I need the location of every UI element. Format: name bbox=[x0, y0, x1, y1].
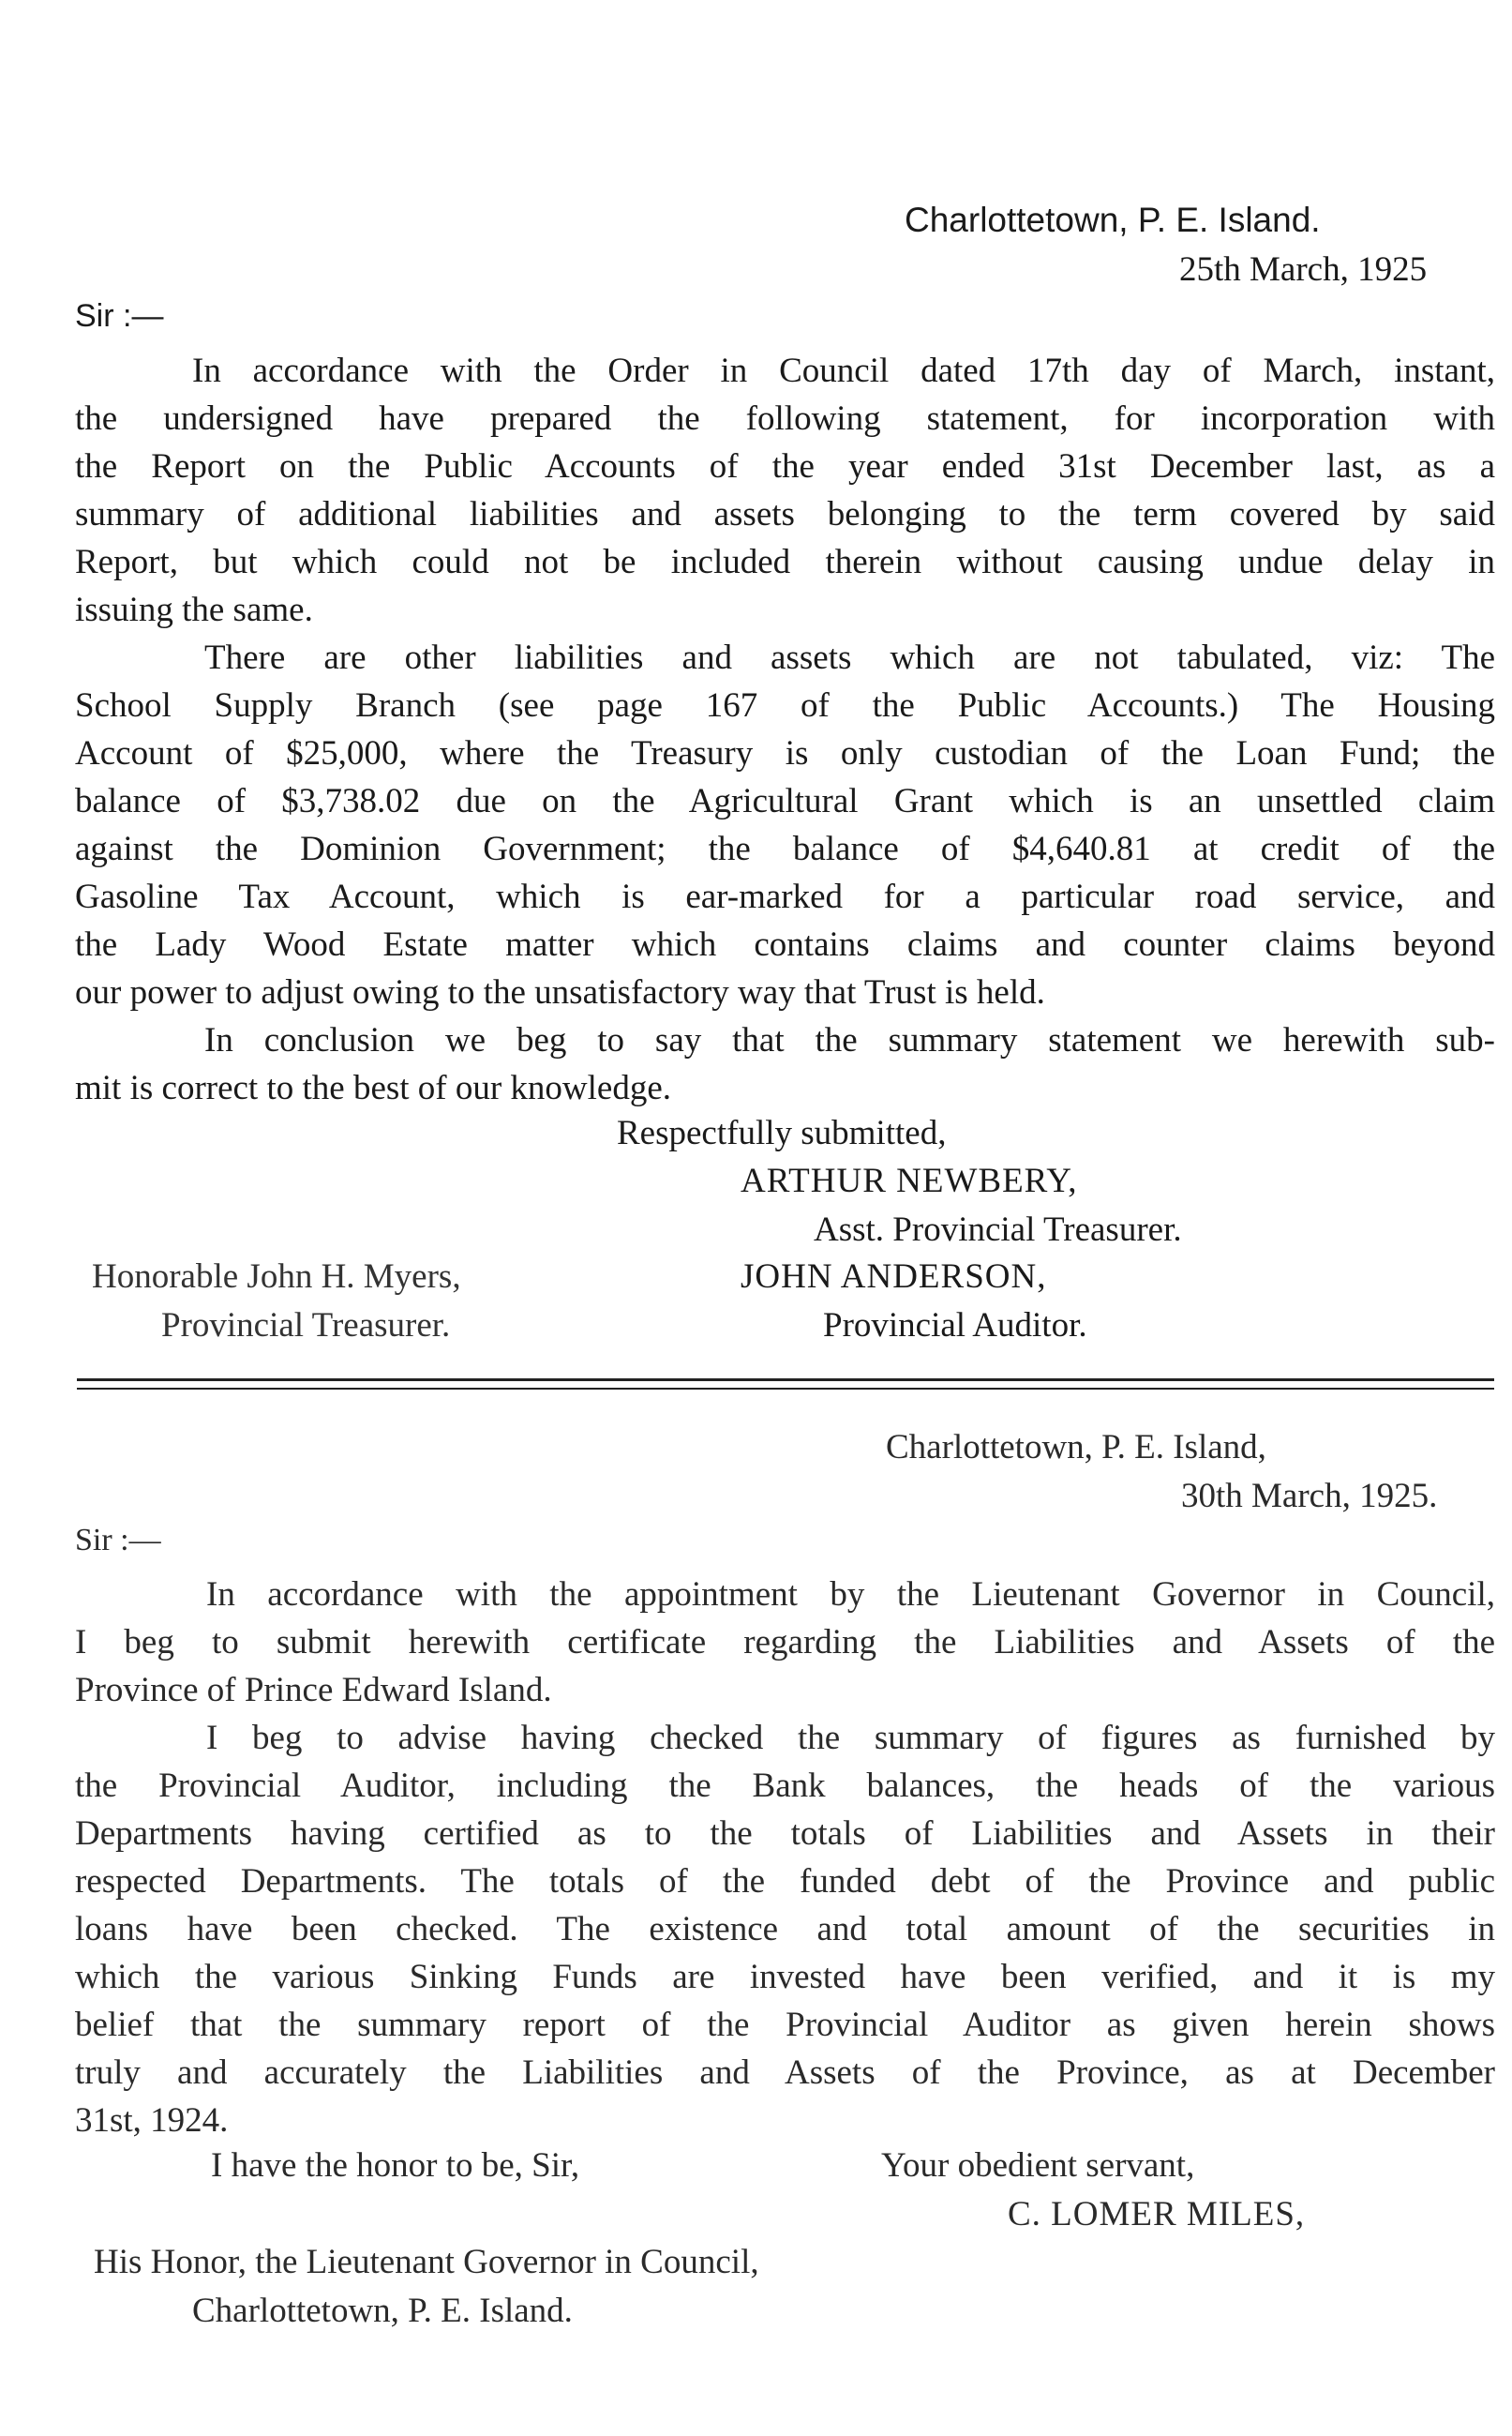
letter2-closing-right: Your obedient servant, bbox=[881, 2146, 1195, 2185]
body-line: Gasoline Tax Account, which is ear-marked for a particular road service, and bbox=[75, 878, 1495, 916]
letter2-place: Charlottetown, P. E. Island, bbox=[886, 1428, 1266, 1466]
body-line: the undersigned have prepared the following statement, for incorporation with bbox=[75, 399, 1495, 438]
signer1-title: Asst. Provincial Treasurer. bbox=[814, 1210, 1182, 1249]
body-line: There are other liabilities and assets which are not tabulated, viz: The bbox=[204, 639, 1495, 677]
body-line: 31st, 1924. bbox=[75, 2101, 229, 2140]
body-line: Departments having certified as to the totals of Liabilities and Assets in their bbox=[75, 1814, 1495, 1853]
body-line: issuing the same. bbox=[75, 591, 313, 629]
letter1-salutation: Sir :— bbox=[75, 298, 164, 334]
letter1-closing: Respectfully submitted, bbox=[617, 1114, 947, 1152]
letter2-date: 30th March, 1925. bbox=[1181, 1477, 1438, 1515]
body-line: summary of additional liabilities and assets belonging to the term covered by said bbox=[75, 495, 1495, 534]
addressee-title: Provincial Treasurer. bbox=[161, 1306, 451, 1345]
body-line: which the various Sinking Funds are invested have been verified, and it is my bbox=[75, 1958, 1495, 1996]
body-line: School Supply Branch (see page 167 of the Public Accounts.) The Housing bbox=[75, 686, 1495, 725]
signer1-name: ARTHUR NEWBERY, bbox=[741, 1162, 1078, 1200]
separator-rule-top bbox=[77, 1378, 1494, 1381]
body-line: belief that the summary report of the Provincial Auditor as given herein shows bbox=[75, 2006, 1495, 2044]
body-line: respected Departments. The totals of the funded debt of the Province and public bbox=[75, 1862, 1495, 1901]
body-line: loans have been checked. The existence and total amount of the securities in bbox=[75, 1910, 1495, 1948]
body-line: Report, but which could not be included therein without causing undue delay in bbox=[75, 543, 1495, 581]
addressee-name: Honorable John H. Myers, bbox=[92, 1257, 461, 1296]
body-line: I beg to advise having checked the summary of figures as furnished by bbox=[206, 1719, 1495, 1757]
body-line: mit is correct to the best of our knowledge. bbox=[75, 1069, 672, 1107]
letter1-date: 25th March, 1925 bbox=[1179, 250, 1428, 289]
body-line: Province of Prince Edward Island. bbox=[75, 1671, 552, 1709]
body-line: I beg to submit herewith certificate regarding the Liabilities and Assets of the bbox=[75, 1623, 1495, 1662]
separator-rule-bottom bbox=[77, 1388, 1494, 1390]
body-line: the Provincial Auditor, including the Bank balances, the heads of the various bbox=[75, 1767, 1495, 1805]
body-line: Account of $25,000, where the Treasury is only custodian of the Loan Fund; the bbox=[75, 734, 1495, 773]
body-line: against the Dominion Government; the balance of $4,640.81 at credit of the bbox=[75, 830, 1495, 868]
signer2-name: JOHN ANDERSON, bbox=[741, 1257, 1047, 1296]
body-line: the Report on the Public Accounts of the year ended 31st December last, as a bbox=[75, 447, 1495, 486]
body-line: truly and accurately the Liabilities and Assets of the Province, as at December bbox=[75, 2053, 1495, 2092]
letter2-signer-name: C. LOMER MILES, bbox=[1008, 2195, 1306, 2233]
body-line: the Lady Wood Estate matter which contains claims and counter claims beyond bbox=[75, 925, 1495, 964]
letter2-addressee-line2: Charlottetown, P. E. Island. bbox=[192, 2292, 573, 2330]
signer2-title: Provincial Auditor. bbox=[823, 1306, 1087, 1345]
letter2-salutation: Sir :— bbox=[75, 1523, 161, 1557]
body-line: In accordance with the Order in Council dated 17th day of March, instant, bbox=[192, 352, 1495, 390]
body-line: balance of $3,738.02 due on the Agricultural Grant which is an unsettled claim bbox=[75, 782, 1495, 820]
body-line: In accordance with the appointment by the Lieutenant Governor in Council, bbox=[206, 1575, 1495, 1614]
letter2-addressee-line1: His Honor, the Lieutenant Governor in Council, bbox=[94, 2243, 759, 2281]
letter2-closing-left: I have the honor to be, Sir, bbox=[211, 2146, 580, 2185]
body-line: In conclusion we beg to say that the summary statement we herewith sub- bbox=[204, 1021, 1495, 1060]
body-line: our power to adjust owing to the unsatisfactory way that Trust is held. bbox=[75, 973, 1045, 1012]
letter1-place: Charlottetown, P. E. Island. bbox=[905, 201, 1321, 239]
